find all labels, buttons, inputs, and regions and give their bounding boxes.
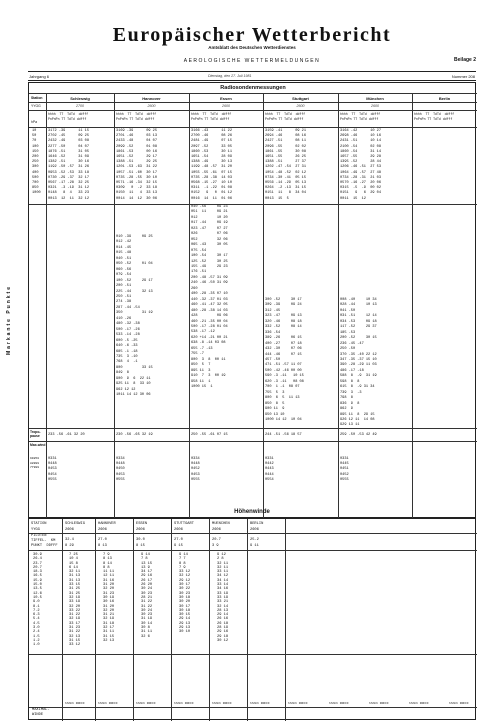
hw-footer-label: hhhhh DDFFF (174, 702, 194, 705)
hw-footer-label: hhhhh DDFFF (212, 702, 232, 705)
column-subheader: hhhh TT TdTd ddfff PnPnPn TT TdTd ddfff (48, 112, 89, 121)
sig-levels-muenchen: 008 -40 10 34 028 -44 10 13 041 -50 031 -51 12 14 034 -53 09 18 117 -52 29 37 185 -53 200 -52 30 15 236 -45 -47 250 -50 370 -35 -40 22 12 347 -35 -37 15 10 390 -28 -29 11 03 486 -17 -18 588 8 -9 31 19 598 8 8 615 8 -9 31 34 739 3 -3 798 8 836 9 8 862 9 895 11 8 29 15 926 12 11 14 08 929 13 11 (340, 298, 377, 428)
level-data-stuttgart: 3159 -41 09 21 2694 -46 08 16 2427 -51 08 11 2096 -55 02 02 1861 -55 30 08 1651 -55 26 25 1388 -51 27 37 1202 -47 -54 27 31 1054 -48 -52 02 12 0734 -30 -41 05 15 0556 -14 -29 05 13 0264 -2 -13 31 15 0151 11 8 34 04 0013 15 5 (265, 129, 306, 201)
station-label: Station (31, 96, 43, 100)
maxwind-value: 0334 0448 0450 0453 0555 (116, 457, 125, 482)
column-subheader: hhhh TT TdTd ddfff PnPnPn TT TdTd ddfff (414, 112, 455, 121)
station-code: 2600 (222, 104, 230, 108)
maxwind-label-hw: MAXIMAL- WINDE (32, 708, 50, 717)
hw-values: 9 14 7 8 13 15 13 9 34 17 29 16 26 17 26 20 30 24 30 23 28 21 31 22 31 22 30 24 30 23 31 19 30 14 30 8 31 11 32 6 (141, 553, 153, 639)
hw-footer-label: hhhhh DDFFF (329, 702, 349, 705)
column-subheader: hhhh TT TdTd ddfff PnPnPn TT TdTd ddfff (265, 112, 306, 121)
station-name: Essen (220, 96, 232, 101)
tropo-value: 244 -51 -56 18 57 (265, 433, 302, 437)
maxwind-value: 0331 0442 0443 0444 0554 (265, 457, 274, 482)
station-name: Stuttgart (292, 96, 309, 101)
station-name: München (366, 96, 384, 101)
station-name: Berlin (438, 96, 451, 101)
hw-station-values: 25.2 9 11 (250, 538, 259, 548)
radiosonde-table (28, 82, 476, 518)
hw-station-values: 20.7 3 9 (212, 538, 221, 548)
table-title: Radiosondenmessungen (220, 85, 286, 91)
hoehenwinde-table (28, 518, 476, 720)
subtitle: Amtsblatt des Deutschen Wetterdienstes (208, 45, 296, 50)
hw-station-values: 30.0 8 15 (136, 538, 145, 548)
tropo-value: 230 -56 -65 32 19 (116, 433, 153, 437)
sig-levels-hannover: 010 -39 09 25 012 -42 014 -45 015 -48 040 -51 050 -52 01 04 060 -56 079 -54 100 -52 29 17 200 -51 225 -44 32 13 250 -51 274 -38 287 -44 -54 350 31 19 410 -26 480 -32 -38 500 -17 -26 533 -14 -28 600 -5 -25 640 -6 -33 685 -1 -18 735 3 -10 768 4 -1 800 33 15 849 8 900 9 6 22 11 925 11 8 33 10 962 12 12 1011 14 12 30 06 (116, 235, 153, 398)
hw-footer-label: hhhhh DDFFF (250, 702, 270, 705)
hpa-label: hPa (31, 120, 38, 124)
hw-head-labels: STATION YYGG (31, 522, 47, 532)
info-line (28, 71, 476, 81)
issue-number: Nummer 208 (451, 73, 475, 79)
hw-station: ESSEN 2606 (136, 522, 148, 532)
level-data-hannover: 3169 -39 09 25 2701 -46 03 13 2433 -48 04 07 2099 -52 01 08 1861 -53 00 16 1651 -52 29 17 1388 -51 29 25 1201 -53 -63 31 22 1057 -51 -60 30 17 0735 -28 -55 30 10 0571 -16 -34 32 15 0309 0 -2 33 18 0150 11 4 33 13 0014 14 12 30 06 (116, 129, 157, 201)
maxwind-codes: 99850 88999 77999 (30, 457, 40, 469)
station-code: 2600 (371, 104, 379, 108)
column-subheader: hhhh TT TdTd ddfff PnPnPn TT TdTd ddfff (191, 112, 232, 121)
hw-values: 9 14 7 7 8 8 7 9 33 12 32 12 29 12 30 17 30 22 30 23 30 18 30 20 30 17 30 18 30 15 29 14 29 13 29 13 30 10 (179, 553, 191, 635)
level-data-essen: 3166 -43 11 22 2700 -46 08 26 2481 -49 07 15 2097 -52 33 05 1860 -53 30 11 1651 -54 28 09 1388 -49 30 13 1199 -48 -57 31 20 1055 -55 -61 07 15 0735 -28 -38 14 03 0568 -15 -27 10 10 0311 -1 -22 01 08 0152 9 0 01 12 0016 14 11 01 06 (191, 129, 232, 201)
level-data-schleswig: 3172 -39 11 15 2702 -45 09 25 2432 -49 03 08 2277 -50 04 07 1876 -51 31 05 1646 -52 31 09 1382 -51 30 16 1192 -50 -57 31 26 0953 -52 -53 33 18 0730 -29 -37 32 17 0567 -17 -28 32 25 0321 -3 -19 31 12 0148 8 4 33 23 0013 12 11 32 12 (48, 129, 89, 201)
yygg-label: YYGG (31, 104, 41, 108)
hw-footer-label: hhhhh DDFFF (65, 702, 85, 705)
hoehenwinde-title: Höhenwinde (234, 509, 270, 515)
hw-station-values: 27.0 8 13 (98, 538, 107, 548)
maxwind-value: 0331 0448 0453 0454 0555 (48, 457, 57, 482)
hw-values: 7 9 8 13 8 14 8 8 11 11 12 11 31 16 31 20 32 20 31 23 30 19 30 16 31 20 32 20 31 21 32 19 31 18 32 17 31 11 31 15 32 13 (103, 553, 115, 643)
column-subheader: hhhh TT TdTd ddfff PnPnPn TT TdTd ddfff (116, 112, 157, 121)
maxwind-value: 0334 0448 0452 0453 0555 (191, 457, 200, 482)
side-label-markante-punkte: Markante Punkte (6, 285, 12, 356)
hw-values: 9 12 2 8 32 11 32 11 33 11 34 12 34 14 33 14 34 16 33 19 33 19 33 21 32 14 28 13 29 14 26 16 26 18 28 19 29 16 29 18 30 12 (217, 553, 229, 643)
section-heading: AEROLOGISCHE WETTERMELDUNGEN (183, 58, 321, 64)
hw-station: STUTTGART 2606 (174, 522, 194, 532)
column-subheader: hhhh TT TdTd ddfff PnPnPn TT TdTd ddfff (340, 112, 381, 121)
date-stamp: Dienstag, den 27. Juli 1981 (208, 73, 252, 78)
station-code: 2600 (296, 104, 305, 108)
beilage-label: Beilage 2 (454, 57, 476, 63)
pressure-levels: 10 50 70 100 150 200 250 300 400 500 700 850 1000 (32, 129, 41, 196)
hw-piloten-label: PILOTEN TIFFEL- KM PUNKT DDFFF (31, 534, 58, 548)
station-name: Hannover (142, 96, 161, 101)
tropo-value: 259 -50 -53 42 49 (340, 433, 377, 437)
hw-station: SCHLESWIG 2606 (65, 522, 85, 532)
tropo-value: 233 -56 -61 32 20 (48, 433, 85, 437)
page-title: Europäischer Wetterbericht (112, 24, 392, 46)
station-code: 2700 (76, 104, 84, 108)
hw-km-column: 30.9 26.4 23.7 20.7 18.3 16.5 15.9 15.0 13.5 12.6 10.5 9.0 8.1 7.2 6.3 5.4 4.5 3.0 2.4 1.5 1.2 1.0 (33, 553, 42, 648)
maxwind-value: 0331 0445 0451 0452 0555 (340, 457, 349, 482)
hw-footer-label: hhhhh DDFFF (98, 702, 118, 705)
hw-footer-label: hhhhh DDFFF (288, 702, 308, 705)
hw-footer-label: hhhhh DDFFF (409, 702, 429, 705)
hw-station-values: 27.0 9 15 (174, 538, 183, 548)
tropo-label: Tropo-pause (30, 430, 41, 438)
station-name: Schleswig (70, 96, 90, 101)
hw-station-values: 32.4 8 29 (65, 538, 74, 548)
station-code: 2600 (147, 104, 156, 108)
hw-footer-label: hhhhh DDFFF (449, 702, 469, 705)
hw-station: MUENCHEN 2606 (212, 522, 230, 532)
jahrgang: Jahrgang 6 (29, 73, 50, 79)
hw-station: BERLIN 2606 (250, 522, 264, 532)
tropo-value: 250 -55 -61 07 15 (191, 433, 228, 437)
sig-levels-stuttgart: 300 -52 30 17 309 -39 09 24 312 -45 323 -47 09 13 320 -46 08 18 332 -52 08 14 336 -54 389 -26 06 15 400 -27 07 18 432 -30 07 06 444 -46 07 15 457 -50 471 -51 -57 11 07 500 -42 -46 00 00 590 -3 -11 10 15 620 -3 -11 08 08 700 1 -1 08 07 755 5 3 800 6 5 11 13 850 8 5 900 11 9 950 13 10 1000 14 12 10 04 (265, 298, 304, 422)
hw-station: HANNOVER 2606 (98, 522, 116, 532)
maxwind-label: Max-wind (30, 443, 46, 447)
hw-values: 7 25 10 4 15 8 6 14 32 11 31 13 31 13 33 15 31 25 31 25 32 19 33 19 32 20 33 22 31 22 32 19 33 17 31 23 31 22 32 13 31 15 33 12 (69, 553, 81, 648)
hw-footer-label: hhhhh DDFFF (369, 702, 389, 705)
level-data-muenchen: 3164 -42 10 27 2698 -46 10 16 2431 -51 10 14 2100 -54 02 08 1860 -54 31 14 1657 -55 29 28 1395 -52 28 44 1206 -46 -51 27 53 1064 -49 -57 27 48 0734 -28 -31 21 03 0570 -16 -27 20 06 0315 -5 -9 00 02 0151 9 6 29 04 0011 15 12 (340, 129, 381, 201)
sig-levels-essen: 040 -56 09 23 051 11 09 21 012 10 20 017 -44 09 19 023 -47 07 27 026 07 06 052 32 06 065 -43 30 05 075 -54 100 -54 30 17 125 -52 30 25 155 -49 29 23 176 -51 200 -48 -57 31 09 240 -46 -50 31 09 260 400 -28 -35 07 10 440 -32 -37 01 03 460 -41 -47 32 05 480 -28 -38 14 03 428 09 06 460 -21 -35 00 04 500 -17 -28 01 04 538 -17 -12 620 +14 -21 00 21 638 -8 -14 03 08 655 -7 -13 755 -7 800 3 8 00 11 850 5 7 895 11 3 910 7 3 00 19 958 11 1 1000 15 1 (191, 205, 228, 389)
hw-footer-label: hhhhh DDFFF (136, 702, 156, 705)
